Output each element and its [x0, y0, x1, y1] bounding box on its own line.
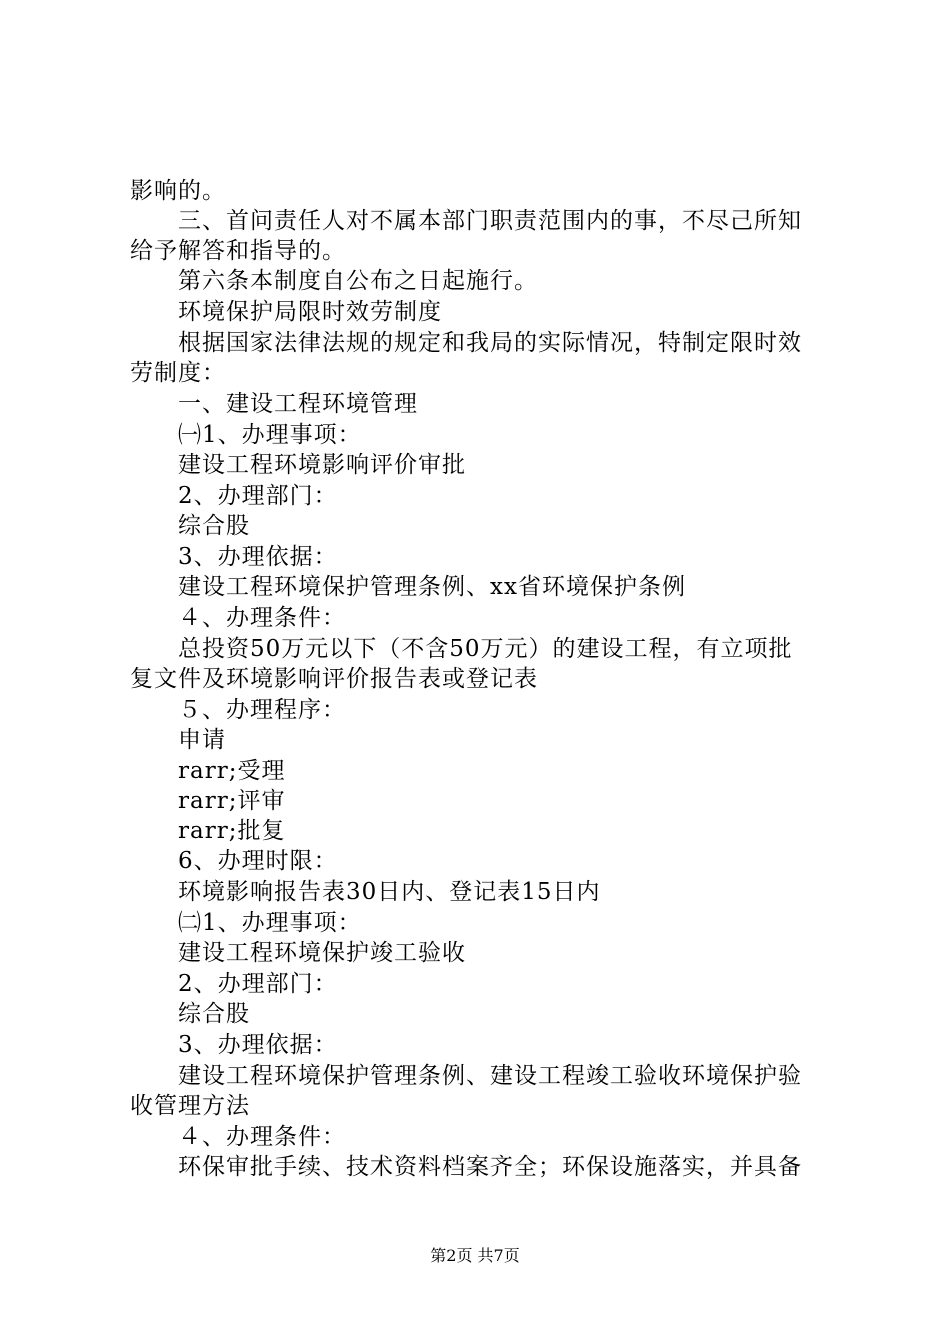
text-line: 建设工程环境保护管理条例、xx省环境保护条例	[178, 574, 686, 600]
text-line: 环境保护局限时效劳制度	[178, 299, 442, 325]
text-line: 建设工程环境保护竣工验收	[178, 940, 466, 966]
text-line: 2、办理部门：	[178, 483, 338, 509]
text-line: ㈠1、办理事项：	[178, 422, 362, 448]
page-footer: 第2页 共7页	[430, 1246, 520, 1265]
text-line: ５、办理程序：	[178, 697, 346, 723]
text-line: 申请	[178, 727, 226, 753]
text-line: rarr;评审	[178, 788, 286, 814]
text-line: 复文件及环境影响评价报告表或登记表	[130, 666, 538, 692]
text-line: 给予解答和指导的。	[130, 238, 346, 264]
text-line: 综合股	[178, 513, 250, 539]
text-line: 综合股	[178, 1001, 250, 1027]
text-line: 建设工程环境保护管理条例、建设工程竣工验收环境保护验	[178, 1063, 802, 1089]
text-line: 一、建设工程环境管理	[178, 391, 418, 417]
text-line: 三、首问责任人对不属本部门职责范围内的事，不尽己所知	[178, 208, 802, 234]
text-line: ４、办理条件：	[178, 605, 346, 631]
text-line: 2、办理部门：	[178, 971, 338, 997]
text-line: 环保审批手续、技术资料档案齐全；环保设施落实，并具备	[178, 1154, 802, 1180]
text-line: rarr;受理	[178, 758, 286, 784]
text-line: 3、办理依据：	[178, 544, 338, 570]
text-line: ４、办理条件：	[178, 1124, 346, 1150]
text-line: rarr;批复	[178, 818, 286, 844]
text-line: 第六条本制度自公布之日起施行。	[178, 268, 538, 294]
text-line: ㈡1、办理事项：	[178, 910, 362, 936]
text-line: 3、办理依据：	[178, 1032, 338, 1058]
text-line: 劳制度：	[130, 360, 226, 386]
text-line: 环境影响报告表30日内、登记表15日内	[178, 879, 601, 905]
text-line: 收管理方法	[130, 1093, 250, 1119]
text-line: 影响的。	[130, 178, 226, 204]
text-line: 建设工程环境影响评价审批	[178, 452, 466, 478]
text-line: 6、办理时限：	[178, 848, 338, 874]
text-line: 根据国家法律法规的规定和我局的实际情况，特制定限时效	[178, 330, 802, 356]
text-line: 总投资50万元以下（不含50万元）的建设工程，有立项批	[178, 636, 793, 662]
